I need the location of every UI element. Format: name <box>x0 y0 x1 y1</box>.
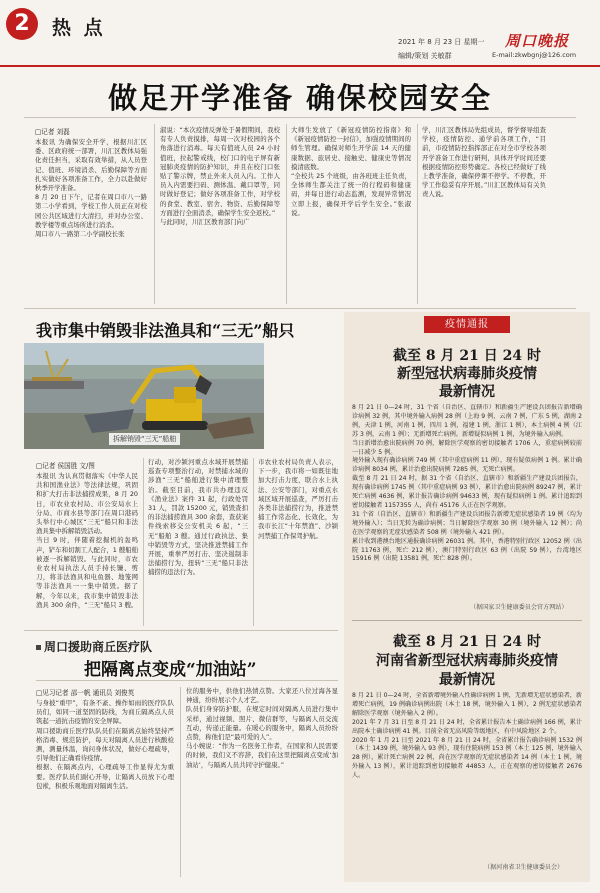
medical-story-byline: □见习记者 邵一帆 通讯员 刘俊英 <box>36 689 135 697</box>
national-report-title-3[interactable]: 最新情况 <box>439 384 495 400</box>
national-report-title-1[interactable]: 截至 8 月 21 日 24 时 <box>393 348 541 364</box>
column-divider <box>253 458 254 626</box>
national-report-source: （据国家卫生健康委员会官方网站） <box>470 604 568 611</box>
henan-report-title-1[interactable]: 截至 8 月 21 日 24 时 <box>393 634 541 650</box>
newspaper-logo[interactable]: 周口晚报 <box>505 32 570 50</box>
fishing-story-byline: □记者 侯国胜 文/图 <box>36 462 95 470</box>
contact-email[interactable]: E-mail:zkwbgnj@126.com <box>492 51 577 59</box>
panel-divider <box>352 620 582 621</box>
henan-report-source: （据河南省卫生健康委员会） <box>484 864 564 871</box>
lead-column-2: 淑说：“本次疫情反弹处于暑假期间，我校有专人负责摸排，每周一次对校园的各个角落进行消毒。每天有值班人员 24 小时值班，拉起警戒线，校门口的电子屏有新冠肺炎疫情的防护知识，并且在校门口张贴了警示牌，禁止外来人员入内。工作人员入内需要扫码、测体温、戴口罩等，同时做好登记；做好各项准备工作，对学校的食堂、教室、宿舍、物资、后勤保障等方面进行全面消杀，确保学生安全返校。” 与此同时，川汇区教育部门向广 <box>160 126 280 227</box>
section-name: 热 点 <box>52 17 106 39</box>
column-divider <box>143 458 144 626</box>
photo-caption: 拆解销毁“三无”船舶 <box>109 433 180 445</box>
issue-date: 2021 年 8 月 23 日 星期一 <box>398 38 485 46</box>
header-rule <box>0 65 600 67</box>
column-divider <box>417 124 418 304</box>
medical-story-column-1: 与身披“重甲”，有条不紊、操作如雨的医疗队队员们，如同一道坚固的防线，为商丘隔离点人员筑起一道抗击疫情的安全屏障。 周口援助商丘医疗队队员们在隔离点始终坚持严格消毒、规范防护，每天对隔离人员进行核酸检测，测量体温，询问身体状况，做好心理疏导，引导他们正确看待疫情。 根据、在隔离点内，心理疏导工作显得尤为重要。医疗队员们耐心开导，让隔离人员放下心理包袱，积极乐观地面对隔离生活。 <box>36 699 174 790</box>
henan-report-title-3[interactable]: 最新情况 <box>439 672 495 688</box>
section-divider <box>24 630 338 631</box>
lead-headline[interactable]: 做足开学准备 确保校园安全 <box>107 81 493 115</box>
square-bullet-icon <box>36 645 41 650</box>
editors-credit: 编辑/策划 关敏群 <box>398 52 452 60</box>
medical-story-column-2: 位的服务中，供他们热情点赞。大家还八位过海各显神通，纷纷展示个人才艺。 队员们身穿防护服，在规定时间对隔离人员进行集中采样，通过视频、照片、微信群等，与隔离人员交流互动，传递正能量。在暖心的服务中，隔离人员纷纷点赞，称他们是“最可爱的人”。 马小婉说：“作为一名医务工作者，在国家和人民需要的时候，我们义不容辞，我们在这里把隔离点变成‘加油站’，与隔离人员共同守护健康。” <box>186 687 338 769</box>
lead-byline: □记者 刘磊 <box>35 128 70 136</box>
page-number-badge: 2 <box>6 8 38 40</box>
fishing-story-headline[interactable]: 我市集中销毁非法渔具和“三无”船只 <box>36 321 295 340</box>
national-report-title-2[interactable]: 新型冠状病毒肺炎疫情 <box>397 366 537 382</box>
column-divider <box>154 124 155 304</box>
lead-column-4: 学，川汇区教体局先组成员，督学督导组查学校，疫情防控、通学前各项工作，“目前，市疫情防控指挥部正在对全市学校各项开学准备工作进行研判，具体开学时间还要根据疫情防控形势确定。各校已经做好了线上教学准备，确保停课不停学。不停教，开学工作稳妥有序开展。”川汇区教体局有关负责人说。 <box>422 126 546 199</box>
lead-column-1: 本报讯 为确保安全开学，根据川汇区委、区政府统一部署，川汇区教体局强化责任担当，采取有效举措，从人员登记、值班、环境消杀、后勤保障等方面扎实做好各项准备工作，全力以赴做好秋季开学准备。 8 月 20 日下午，记者在周口市八一路第二小学看到，学校工作人员正在对校园公共区域进行大清扫，并对办公室、教学楼等重点场所进行消杀。 周口市八一路第二小学副校长张 <box>35 138 147 239</box>
lead-column-3: 大师生发放了《新冠疫情防控指南》和《新冠疫情防控一封信》，加强疫情期间的师生管理。确保对师生开学前 14 天的健康数据、旅居史、接触史、健康史等情况摸清底数。 “全校共 25 个班级，由各班班主任负责，全体师生都关注了统一的行程码和健康码，并每日进行动态监测，发现异常情况立即上报，确保开学后学生安全。”张淑说。 <box>291 126 411 217</box>
column-divider <box>286 124 287 304</box>
covid-panel-tag: 疫情通报 <box>424 316 510 333</box>
henan-report-body: 8 月 21 日 0—24 时，全省新增境外输入性确诊病例 1 例，无新增无症状感染者，新增死亡病例，19 例确诊病例出院（本土 18 例，境外输入 1 例），2 例无症状感染者解除医学观察（境外输入 2 例）。 2021 年 7 月 31 日至 8 月 21 日 24 时，全省累计报告本土确诊病例 166 例，累计出院本土确诊病例 41 例。目前全省无高风险等级地区，有中风险地区 2 个。 2020 年 1 月 21 日至 2021 年 8 月 21 日 24 时，全省累计报告确诊病例 1532 例（本土 1439 例，境外输入 93 例），现有住院病例 153 例（本土 125 例，境外输入 28 例），累计死亡病例 22 例，尚在医学观察的无症状感染者 14 例（本土 1 例，境外输入 13 例），累计追踪到密切接触者 44853 人，正在观察的密切接触者 2676 人。 <box>352 692 582 780</box>
column-divider <box>180 687 181 877</box>
national-report-body: 8 月 21 日 0—24 时，31 个省（自治区、直辖市）和新疆生产建设兵团报告新增确诊病例 32 例，其中境外输入病例 28 例（上海 9 例，云南 7 例，广东 5 例，湖南 2 例，天津 1 例，河南 1 例，四川 1 例，福建 1 例，浙江 1 例），本土病例 4 例（江苏 3 例，云南 1 例）；无新增死亡病例。新增疑似病例 1 例，为境外输入病例。 当日新增治愈出院病例 70 例，解除医学观察的密切接触者 1706 人，重症病例较前一日减少 5 例。 境外输入现有确诊病例 749 例（其中重症病例 11 例），现有疑似病例 1 例。累计确诊病例 8034 例，累计治愈出院病例 7285 例，无死亡病例。 截至 8 月 21 日 24 时，据 31 个省（自治区、直辖市）和新疆生产建设兵团报告，现有确诊病例 1745 例（其中重症病例 93 例），累计治愈出院病例 89247 例，累计死亡病例 4636 例，累计报告确诊病例 94633 例，现有疑似病例 1 例。累计追踪到密切接触者 1157355 人，尚有 45176 人正在医学观察。 31 个省（自治区、直辖市）和新疆生产建设兵团报告新增无症状感染者 19 例（均为境外输入）；当日无转为确诊病例；当日解除医学观察 30 例（境外输入 12 例）；尚在医学观察的无症状感染者 508 例（境外输入 421 例）。 累计收到港澳台地区通报确诊病例 26031 例。其中，香港特别行政区 12052 例（出院 11763 例，死亡 212 例），澳门特别行政区 63 例（出院 59 例），台湾地区 15916 例（出院 13581 例，死亡 828 例）。 <box>352 404 582 563</box>
fishing-story-column-3: 市农业农村局负责人表示，下一步，我市将一如既往地加大打击力度，联合水上执法、公安等部门，对重点水域区域开展巡查，严厉打击各类非法捕捞行为，推进禁捕工作常态化、长效化，为我市长江“十年禁渔”、沙颍河禁捕工作保驾护航。 <box>258 458 338 540</box>
headline-divider <box>36 680 338 681</box>
henan-report-title-2[interactable]: 河南省新型冠状病毒肺炎疫情 <box>376 653 558 669</box>
section-divider <box>24 308 576 309</box>
fishing-story-column-1: 本报讯 为认真贯彻落实《中华人民共和国渔业法》等法律法规，巩固和扩大打击非法捕捞成果，8 月 20 日，市农业农村局、市公安局水上分局、市商水县等部门在周口港码头举行中心城区“三无”船只和非法渔具集中拆解销毁活动。 当日 9 时，伴随着挖掘机的轰鸣声，铲车和切割工人配合，1 艘船舶被逐一拆解销毁。与此同时，市农业农村局执法人员手持长镰、剪刀，将非法渔具和电鱼器、地笼网等非法渔具一一集中销毁。据了解，今年以来，我市集中销毁非法渔具 300 余件，“三无”船只 3 艘。 <box>36 472 138 609</box>
medical-story-kicker: 周口援助商丘医疗队 <box>36 638 152 655</box>
headline-divider <box>24 117 576 118</box>
medical-story-headline[interactable]: 把隔离点变成“加油站” <box>84 660 257 680</box>
fishing-story-column-2: 行动，对沙颍河重点水域开展禁捕巡查专项整治行动，对禁捕水域的涉渔“三无”船舶进行集中清理整治。截至目前，我市共办理违反《渔业法》案件 31 起，行政处罚 31 人，罚款 15200 元，销毁查扣的非法捕捞渔具 300 余套，查获案件线索移交公安机关 6 起，“三无”船舶 3 艘。通过行政执法、集中销毁等方式，坚决推进禁捕工作开展，重拳严厉打击、坚决遏制非法捕捞行为，扭转“三无”船只非法捕捞的违法行为。 <box>148 458 248 577</box>
